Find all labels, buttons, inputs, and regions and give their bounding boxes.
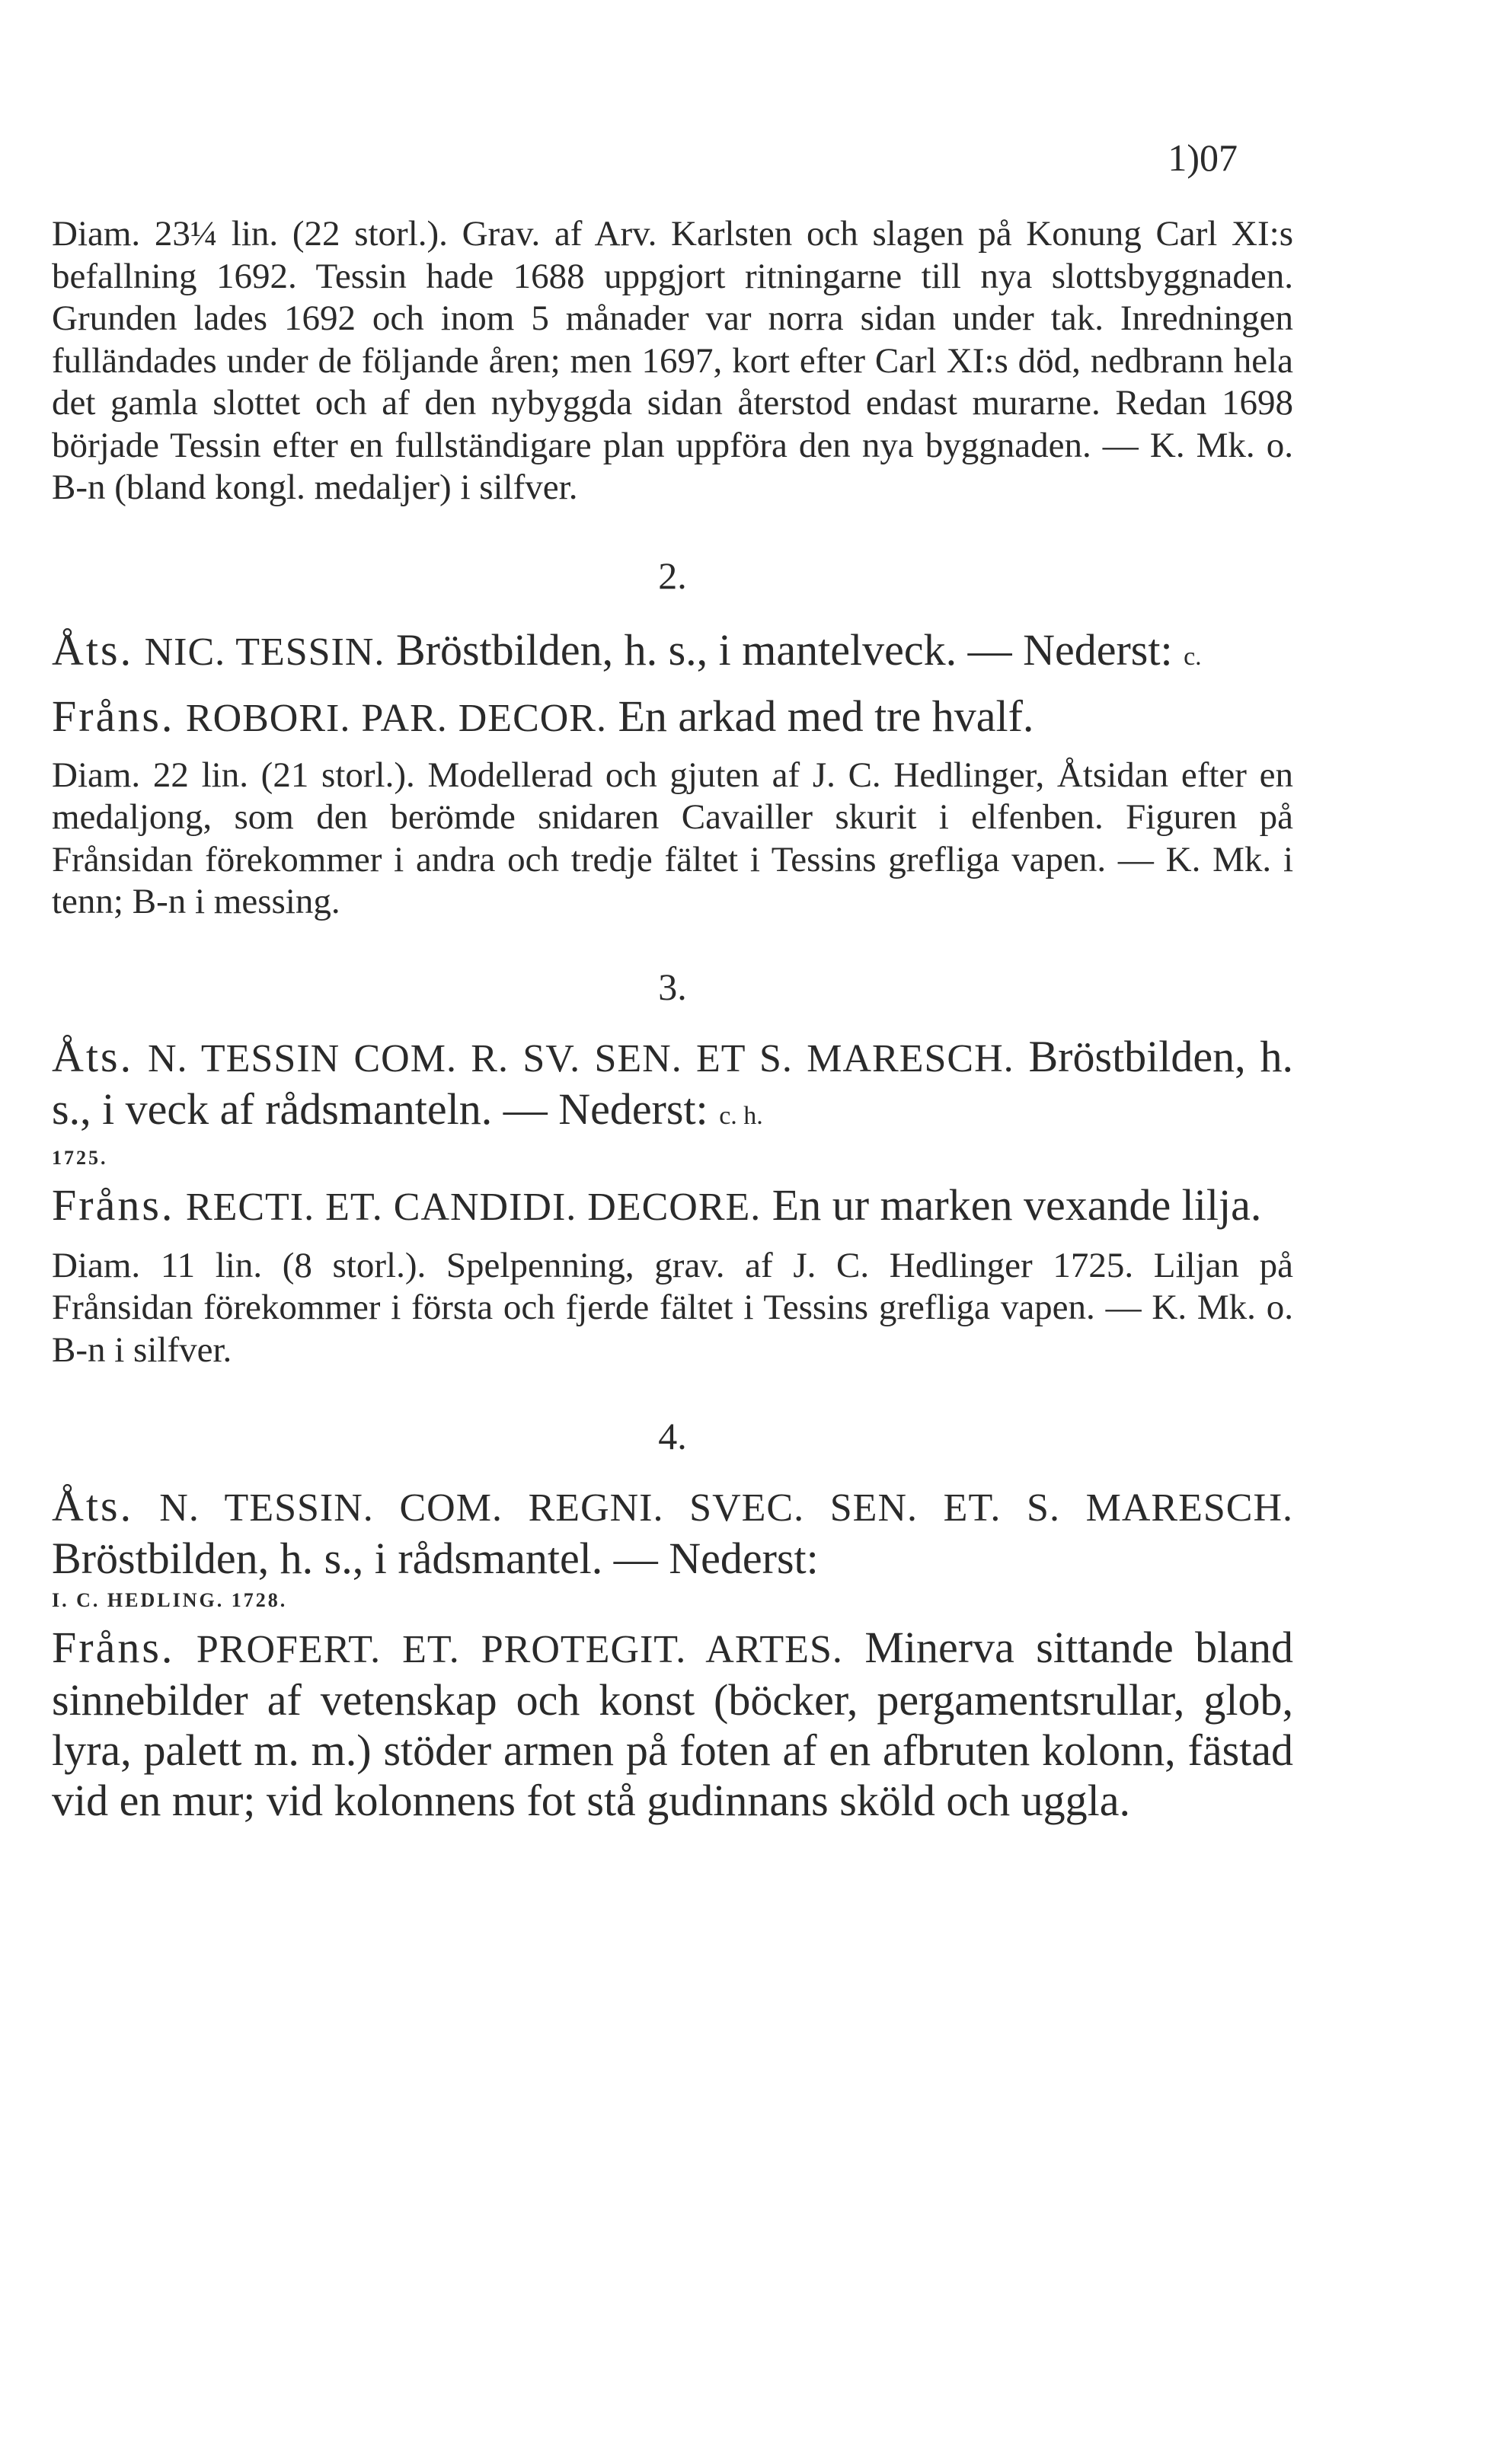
obverse-text: Bröstbilden, h. s., i rådsmantel. — Nederst:: [52, 1534, 819, 1583]
obverse-label: Åts.: [52, 1481, 134, 1530]
reverse-text: Minerva sittande bland sinnebilder af vetenskap och konst (böcker, pergamentsrullar, glob, lyra, palett m. m.) stöder armen på foten af en afbruten kolonn, fästad vid en mur; vid kolonnens fot stå gudinnans sköld och uggla.: [52, 1623, 1294, 1825]
medal-entry-2: [52, 554, 1293, 924]
obverse-text: Bröstbilden, h. s., i veck af rådsmanteln. — Nederst:: [52, 1031, 1294, 1134]
reverse-description: [52, 691, 1293, 744]
entry-number: 2.: [658, 554, 687, 597]
medal-entry-4: [52, 1414, 1293, 1826]
reverse-label: Fråns.: [52, 1179, 175, 1230]
reverse-label: Fråns.: [52, 1623, 175, 1672]
intro-paragraph: Diam. 23¼ lin. (22 storl.). Grav. af Arv. Karlsten och slagen på Konung Carl XI:s befallning 1692. Tessin hade 1688 uppgjort ritningarne till nya slottsbyggnaden. Grunden lades 1692 och inom 5 månader var norra sidan under tak. Inredningen fulländades under de följande åren; men 1697, kort efter Carl XI:s död, nedbrann hela det gamla slottet och af den nybyggda sidan återstod endast murarne. Redan 1698 började Tessin efter en fullständigare plan uppföra den nya byggnaden. — K. Mk. o. B-n (bland kongl. medaljer) i silfver.: [52, 214, 1293, 507]
reverse-label: Fråns.: [52, 691, 175, 741]
reverse-text: En arkad med tre hvalf.: [618, 691, 1034, 741]
obverse-label: Åts.: [52, 1031, 134, 1081]
reverse-legend: RECTI. ET. CANDIDI. DECORE.: [185, 1185, 762, 1229]
reverse-legend: PROFERT. ET. PROTEGIT. ARTES.: [196, 1628, 843, 1671]
obverse-mark: c. h.: [719, 1101, 763, 1130]
obverse-mark: c.: [1184, 642, 1202, 671]
obverse-description: [52, 1032, 1293, 1141]
entry-number: 4.: [658, 1415, 687, 1457]
entry-note: Diam. 11 lin. (8 storl.). Spelpenning, grav. af J. C. Hedlinger 1725. Liljan på Frånsidan förekommer i första och fjerde fältet i Tessins grefliga vapen. — K. Mk. o. B-n i silfver.: [52, 1245, 1293, 1370]
obverse-legend: NIC. TESSIN.: [144, 630, 385, 674]
page-number: 1)07: [1168, 136, 1238, 179]
reverse-description: [52, 1623, 1293, 1826]
obverse-year-text: 1725.: [52, 1146, 108, 1169]
obverse-legend: N. TESSIN. COM. REGNI. SVEC. SEN. ET. S. MARESCH.: [159, 1486, 1294, 1530]
medal-entry-3: [52, 965, 1293, 1372]
obverse-description: [52, 1481, 1293, 1584]
reverse-text: En ur marken vexande lilja.: [772, 1179, 1262, 1230]
obverse-legend: N. TESSIN COM. R. SV. SEN. ET S. MARESCH.: [147, 1036, 1014, 1080]
obverse-label: Åts.: [52, 624, 134, 675]
reverse-description: [52, 1180, 1293, 1233]
obverse-mark: I. C. HEDLING. 1728.: [52, 1589, 288, 1611]
obverse-mark-line: [52, 1584, 1293, 1612]
obverse-year: [52, 1141, 1293, 1170]
text-column: [52, 213, 1293, 1826]
entry-note: Diam. 22 lin. (21 storl.). Modellerad och gjuten af J. C. Hedlinger, Åtsidan efter en medaljong, som den berömde snidaren Cavailler skurit i elfenben. Figuren på Frånsidan förekommer i andra och tredje fältet i Tessins grefliga vapen. — K. Mk. i tenn; B-n i messing.: [52, 755, 1293, 921]
obverse-text: Bröstbilden, h. s., i mantelveck. — Nederst:: [395, 624, 1173, 675]
entry-number: 3.: [658, 965, 687, 1008]
obverse-description: [52, 625, 1293, 682]
reverse-legend: ROBORI. PAR. DECOR.: [185, 696, 607, 740]
